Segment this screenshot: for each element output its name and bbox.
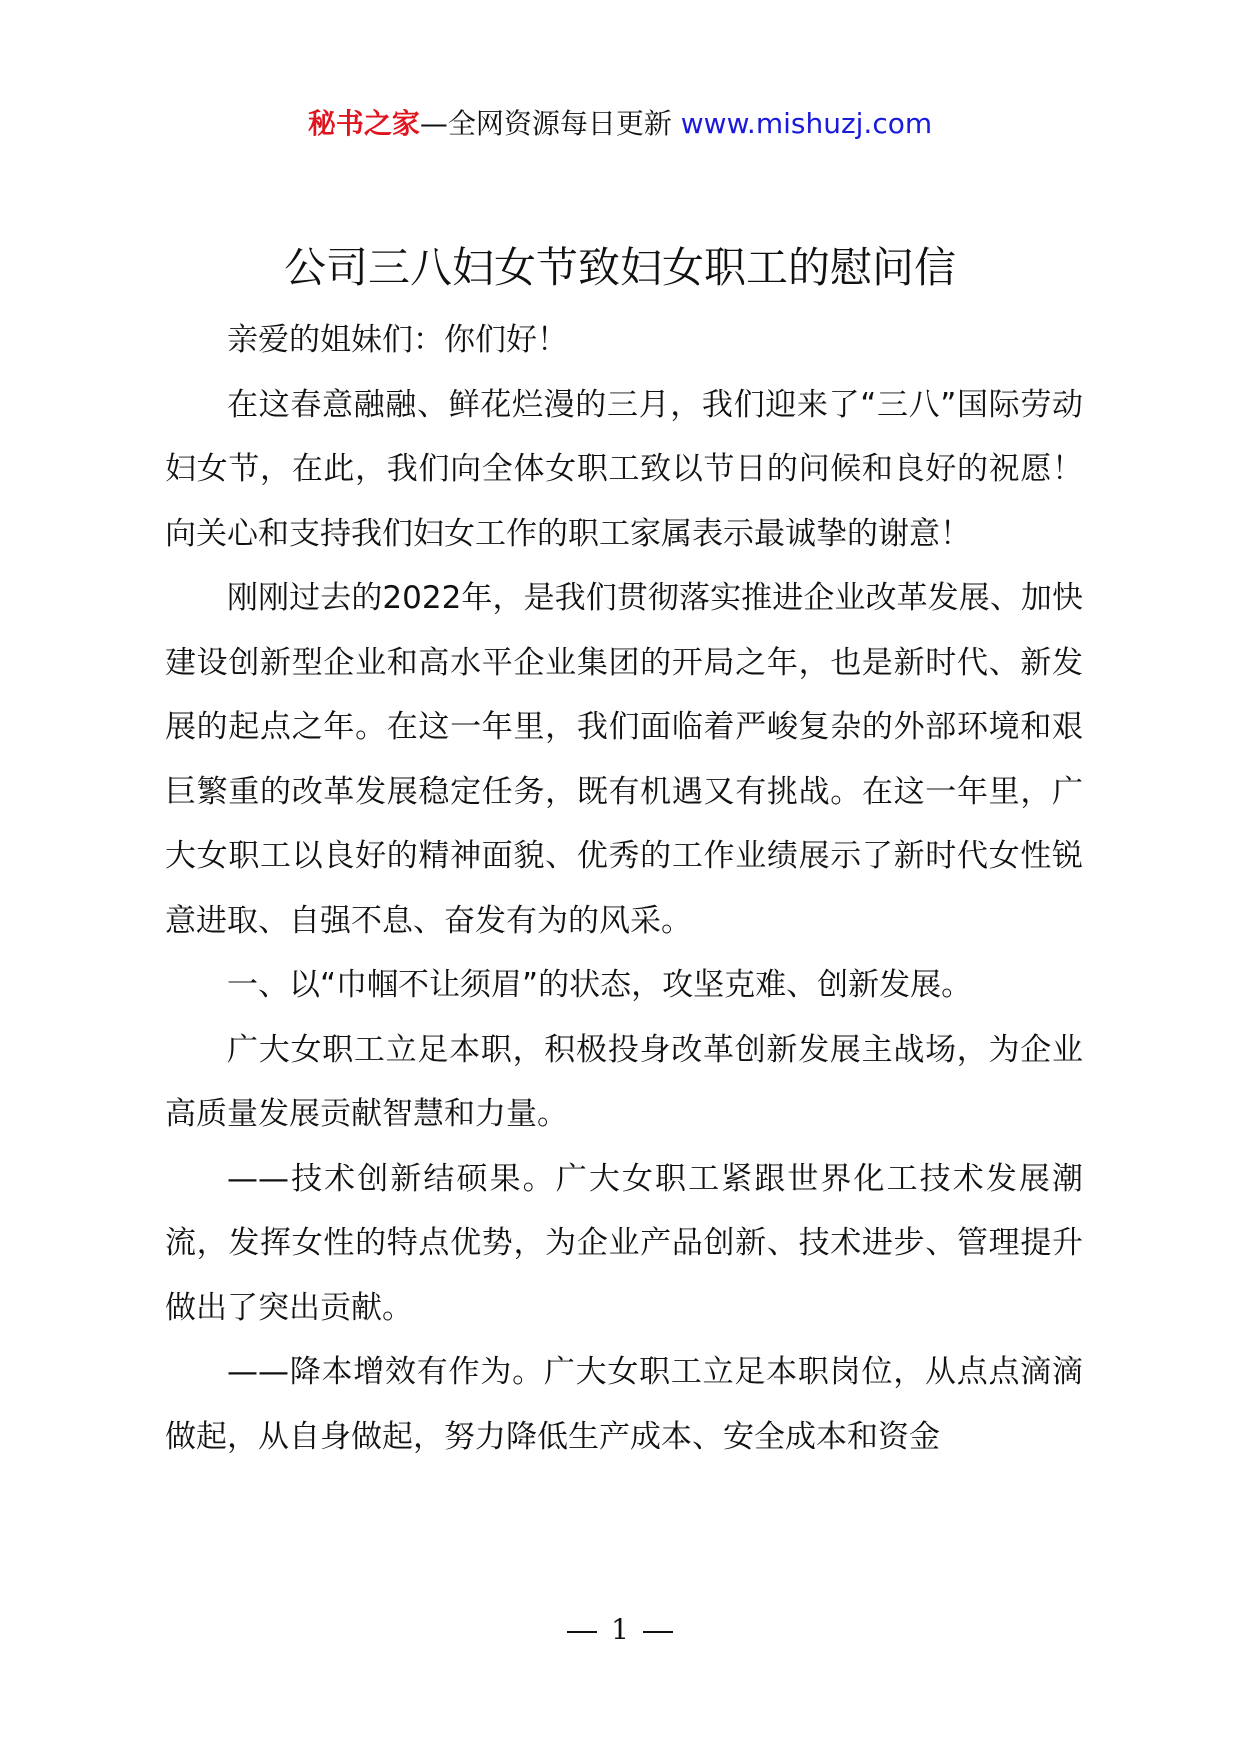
paragraph: 刚刚过去的2022年，是我们贯彻落实推进企业改革发展、加快建设创新型企业和高水平企业集团的开局之年，也是新时代、新发展的起点之年。在这一年里，我们面临着严峻复杂的外部环境和艰巨繁重的改革发展稳定任务，既有机遇又有挑战。在这一年里，广大女职工以良好的精神面貌、优秀的工作业绩展示了新时代女性锐意进取、自强不息、奋发有为的风采。: [165, 580, 1083, 939]
paragraph: ——技术创新结硕果。广大女职工紧跟世界化工技术发展潮流，发挥女性的特点优势，为企业产品创新、技术进步、管理提升做出了突出贡献。: [165, 1160, 1083, 1326]
document-title: 公司三八妇女节致妇女职工的慰问信: [283, 243, 956, 292]
page-dash-right: [643, 1631, 673, 1633]
section-heading: 一、以“巾帼不让须眉”的状态，攻坚克难、创新发展。: [227, 967, 973, 1003]
paragraph: 在这春意融融、鲜花烂漫的三月，我们迎来了“三八”国际劳动妇女节，在此，我们向全体女职工致以节日的问候和良好的祝愿！向关心和支持我们妇女工作的职工家属表示最诚挚的谢意！: [165, 386, 1083, 552]
paragraph: ——降本增效有作为。广大女职工立足本职岗位，从点点滴滴做起，从自身做起，努力降低生产成本、安全成本和资金: [165, 1354, 1083, 1455]
document-body: [165, 308, 1083, 1469]
page-dash-left: [567, 1631, 597, 1633]
header-tagline: —全网资源每日更新: [419, 107, 681, 140]
greeting: 亲爱的姐妹们：你们好！: [227, 322, 568, 358]
page-number: [0, 1610, 1240, 1650]
brand-name: 秘书之家: [307, 107, 420, 140]
page-number-value: 1: [611, 1613, 629, 1646]
paragraph: 广大女职工立足本职，积极投身改革创新发展主战场，为企业高质量发展贡献智慧和力量。: [165, 1031, 1083, 1132]
site-header: [0, 104, 1240, 144]
site-url-link[interactable]: www.mishuzj.com: [680, 107, 933, 140]
